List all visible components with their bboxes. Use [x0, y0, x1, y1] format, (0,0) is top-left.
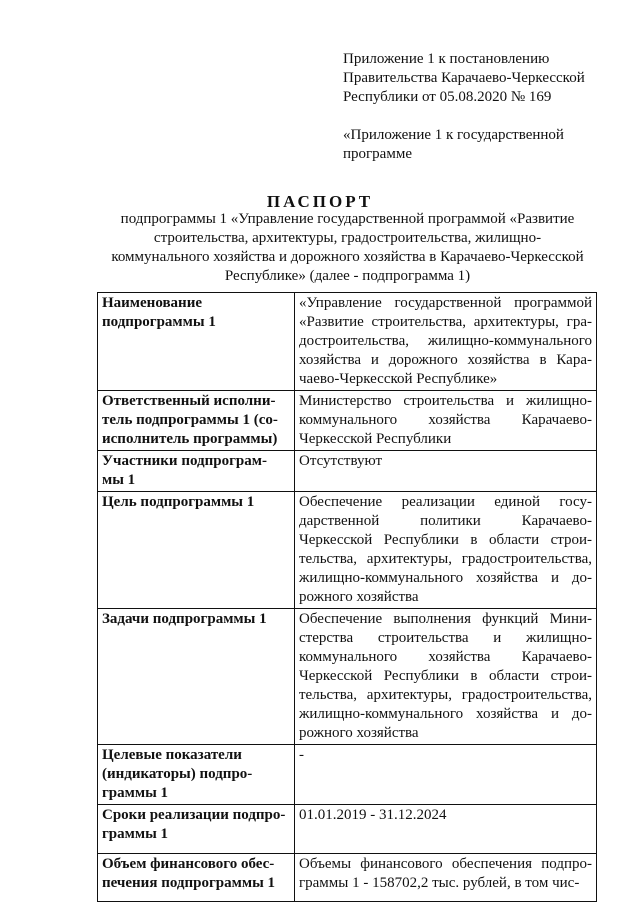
row-value-line: тельства, архитектуры, градостроительства, — [299, 551, 592, 567]
table-row — [98, 492, 597, 609]
row-value-line: Обеспечение реализации единой госу- — [299, 494, 592, 510]
row-value — [295, 745, 597, 805]
row-label-line: Сроки реализации подпро- — [102, 807, 286, 823]
row-value-line: граммы 1 - 158702,2 тыс. рублей, в том чис- — [299, 875, 580, 891]
row-value — [295, 854, 597, 902]
row-label — [98, 492, 295, 609]
row-label — [98, 451, 295, 492]
table-row — [98, 745, 597, 805]
row-value-line: хозяйства и дорожного хозяйства в Кара- — [299, 352, 592, 368]
row-value — [295, 805, 597, 854]
row-value-line: Черкесской Республики в области строи- — [299, 532, 592, 548]
approval-note — [343, 50, 633, 164]
approval-line: Республики от 05.08.2020 № 169 — [343, 89, 552, 105]
row-label-line: Цель подпрограммы 1 — [102, 494, 255, 510]
annex-line: программе — [343, 146, 412, 162]
row-value-line: чаево-Черкесской Республике» — [299, 371, 498, 387]
row-value-line: коммунального хозяйства Карачаево- — [299, 412, 592, 428]
approval-line: Правительства Карачаево-Черкесской — [343, 70, 585, 86]
row-label — [98, 854, 295, 902]
annex-line: «Приложение 1 к государственной — [343, 127, 564, 143]
row-value — [295, 492, 597, 609]
row-label-line: печения подпрограммы 1 — [102, 875, 276, 891]
table-row — [98, 451, 597, 492]
row-value-line: Объемы финансового обеспечения подпро- — [299, 856, 592, 872]
subtitle-line: Республике» (далее - подпрограмма 1) — [224, 268, 471, 284]
row-value-line: рожного хозяйства — [299, 589, 419, 605]
row-value-line: стерства строительства и жилищно- — [299, 630, 592, 646]
row-label-line: Целевые показатели — [102, 747, 242, 763]
passport-table — [97, 292, 597, 902]
subtitle-line: коммунального хозяйства и дорожного хозяйства в Карачаево-Черкесской — [111, 249, 584, 265]
document-title: ПАСПОРТ — [266, 192, 374, 211]
row-label-line: граммы 1 — [102, 826, 169, 842]
row-label-line: граммы 1 — [102, 785, 169, 801]
row-label-line: Объем финансового обес- — [102, 856, 275, 872]
row-label — [98, 391, 295, 451]
table-row — [98, 609, 597, 745]
row-value-line: жилищно-коммунального хозяйства и до- — [299, 570, 592, 586]
table-row — [98, 854, 597, 902]
row-value — [295, 293, 597, 391]
row-value-line: «Развитие строительства, архитектуры, гра- — [299, 314, 592, 330]
row-label — [98, 609, 295, 745]
row-label-line: подпрограммы 1 — [102, 314, 216, 330]
row-value-line: жилищно-коммунального хозяйства и до- — [299, 706, 592, 722]
row-value-line: «Управление государственной программой — [299, 295, 592, 311]
subtitle-line: подпрограммы 1 «Управление государственной программой «Развитие — [120, 211, 575, 227]
row-label-line: Наименование — [102, 295, 202, 311]
row-label-line: Задачи подпрограммы 1 — [102, 611, 267, 627]
row-value-line: дарственной политики Карачаево- — [299, 513, 592, 529]
row-label-line: исполнитель программы) — [102, 431, 278, 447]
row-label — [98, 293, 295, 391]
row-label — [98, 745, 295, 805]
row-value-line: рожного хозяйства — [299, 725, 419, 741]
row-value-line: тельства, архитектуры, градостроительства, — [299, 687, 592, 703]
row-value-line: Отсутствуют — [299, 453, 383, 469]
row-value — [295, 609, 597, 745]
table-row — [98, 805, 597, 854]
row-value-line: достроительства, жилищно-коммунального — [299, 333, 592, 349]
row-value-line: Министерство строительства и жилищно- — [299, 393, 592, 409]
row-label-line: Участники подпрограм- — [102, 453, 267, 469]
row-label-line: (индикаторы) подпро- — [102, 766, 253, 782]
row-value-line: Черкесской Республики — [299, 431, 452, 447]
approval-line: Приложение 1 к постановлению — [343, 51, 550, 67]
table-row — [98, 391, 597, 451]
row-value — [295, 451, 597, 492]
document-subtitle — [95, 210, 600, 286]
row-label — [98, 805, 295, 854]
row-value — [295, 391, 597, 451]
row-label-line: тель подпрограммы 1 (со- — [102, 412, 278, 428]
row-value-line: коммунального хозяйства Карачаево- — [299, 649, 592, 665]
subtitle-line: строительства, архитектуры, градостроительства, жилищно- — [153, 230, 542, 246]
row-value-line: 01.01.2019 - 31.12.2024 — [299, 807, 447, 823]
row-label-line: Ответственный исполни- — [102, 393, 276, 409]
row-value-line: Черкесской Республики в области строи- — [299, 668, 592, 684]
table-row — [98, 293, 597, 391]
row-label-line: мы 1 — [102, 472, 136, 488]
row-value-line: - — [299, 747, 304, 763]
row-value-line: Обеспечение выполнения функций Мини- — [299, 611, 592, 627]
